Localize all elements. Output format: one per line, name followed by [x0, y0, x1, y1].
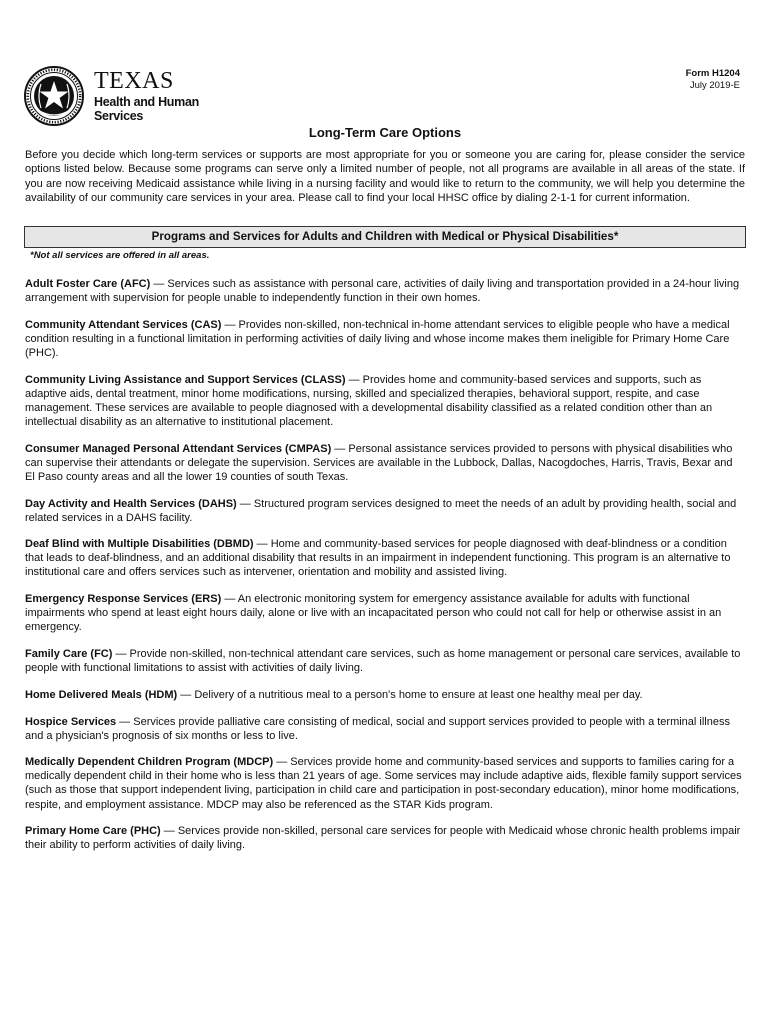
service-item: Medically Dependent Children Program (MDCP) — Services provide home and community-based services and supports to families caring for a medically dependent child in their home who is less than 21 years of age. Some services may include adaptive aids, flexible family support services (such as those that support independent living, participation in child care and participation in post-secondary education), minor home modifications, respite, and employment assistance. MDCP may also be referenced as the STAR Kids program. [25, 756, 742, 811]
service-name: Community Attendant Services (CAS) [25, 318, 222, 331]
service-description: Services such as assistance with personal care, activities of daily living and transportation provided in a 24-hour living arrangement with supervision for people unable to independently function in their own homes. [25, 278, 740, 305]
service-item: Deaf Blind with Multiple Disabilities (DBMD) — Home and community-based services for people diagnosed with deaf-blindness or a condition that leads to deaf-blindness, and an additional disability that results in an impairment in independent functioning. This program is an alternative to institutional care and offers services such as intervener, orientation and mobility and assisted living. [25, 538, 731, 579]
service-description: Structured program services designed to meet the needs of an adult by providing health, social and related services in a DAHS facility. [25, 497, 737, 524]
service-name: Home Delivered Meals (HDM) [25, 688, 178, 701]
agency-name-line-3: Services [94, 109, 144, 123]
service-description: Services provide home and community-based services and supports to families caring for a medically dependent child in their home who is less than 21 years of age. Some services may include adaptive aids, flexible family support services (such as those that support independent living, participation in child care and participation in post-secondary education), minor home modifications, respite, and employment assistance. MDCP may also be referenced as the STAR Kids program. [25, 756, 742, 811]
page-title: Long-Term Care Options [308, 125, 462, 140]
service-description: Provide non-skilled, non-technical attendant care services, such as home management or personal care services, available to people with functional limitations to assist with activities of daily living. [25, 648, 741, 675]
service-description: Services provide palliative care consisting of medical, social and support services provided to people with a terminal illness and a physician's prognosis of six months or less to live. [25, 715, 730, 742]
service-item: Consumer Managed Personal Attendant Services (CMPAS) — Personal assistance services provided to persons with physical disabilities who can supervise their attendants or delegate the supervision. Services are available in the Lubbock, Dallas, Nacogdoches, Harris, Travis, Bexar and El Paso county areas and all the lower 19 counties of south Texas. [25, 442, 733, 483]
service-name: Deaf Blind with Multiple Disabilities (DBMD) [25, 538, 254, 551]
form-identifier [686, 68, 740, 92]
service-item: Adult Foster Care (AFC) — Services such as assistance with personal care, activities of daily living and transportation provided in a 24-hour living arrangement with supervision for people unable to independently function in their own homes. [25, 278, 740, 305]
service-item: Emergency Response Services (ERS) — An electronic monitoring system for emergency assistance available for adults with functional impairments who spend at least eight hours daily, alone or live with an incapacitated person who could not call for help or otherwise assist in an emergency. [25, 593, 722, 634]
form-number: Form H1204 [685, 68, 740, 79]
service-description: Home and community-based services for people diagnosed with deaf-blindness or a condition that leads to deaf-blindness, and an additional disability that results in an impairment in independent functioning. This program is an alternative to institutional care and offers services such as intervener, orientation and mobility and assisted living. [25, 538, 731, 579]
service-item: Day Activity and Health Services (DAHS) — Structured program services designed to meet the needs of an adult by providing health, social and related services in a DAHS facility. [25, 497, 737, 524]
service-item: Community Living Assistance and Support Services (CLASS) — Provides home and community-based services and supports, such as adaptive aids, dental treatment, minor home modifications, nursing, skilled and specialized therapies, behavioral support, respite, and case management. These services are available to people diagnosed with a developmental disability classified as a related condition other than an intellectual disability as an alternative to institutional placement. [25, 373, 713, 428]
service-item: Community Attendant Services (CAS) — Provides non-skilled, non-technical in-home attendant services to eligible people who have a medical condition resulting in a functional limitation in performing activities of daily living and whose income makes them ineligible for Primary Home Care (PHC). [25, 318, 730, 359]
service-name: Family Care (FC) [25, 648, 113, 661]
section-heading: Programs and Services for Adults and Children with Medical or Physical Disabilities* [24, 226, 746, 248]
service-description: An electronic monitoring system for emergency assistance available for adults with functional impairments who spend at least eight hours daily, alone or live with an incapacitated person who could not call for help or otherwise assist in an emergency. [25, 593, 722, 634]
service-name: Consumer Managed Personal Attendant Services (CMPAS) [25, 442, 332, 455]
service-item: Family Care (FC) — Provide non-skilled, non-technical attendant care services, such as home management or personal care services, available to people with functional limitations to assist with activities of daily living. [25, 648, 741, 675]
service-name: Hospice Services [25, 715, 117, 728]
service-name: Emergency Response Services (ERS) [25, 593, 222, 606]
service-item: Hospice Services — Services provide palliative care consisting of medical, social and support services provided to people with a terminal illness and a physician's prognosis of six months or less to live. [25, 715, 730, 742]
service-item: Primary Home Care (PHC) — Services provide non-skilled, personal care services for people with Medicaid whose chronic health problems impair their ability to perform activities of daily living. [25, 825, 741, 852]
hhs-logo [24, 66, 204, 126]
service-description: Provides non-skilled, non-technical in-home attendant services to eligible people who have a medical condition resulting in a functional limitation in performing activities of daily living and whose income makes them ineligible for Primary Home Care (PHC). [25, 318, 730, 359]
section-note: *Not all services are offered in all areas. [30, 250, 210, 261]
service-list [25, 277, 745, 865]
service-description: Personal assistance services provided to persons with physical disabilities who can supervise their attendants or delegate the supervision. Services are available in the Lubbock, Dallas, Nacogdoches, Harris, Travis, Bexar and El Paso county areas and all the lower 19 counties of south Texas. [25, 442, 733, 483]
service-description: Delivery of a nutritious meal to a person's home to ensure at least one healthy meal per day. [194, 688, 643, 701]
service-name: Day Activity and Health Services (DAHS) [25, 497, 237, 510]
service-name: Adult Foster Care (AFC) [25, 278, 151, 290]
service-description: Services provide non-skilled, personal care services for people with Medicaid whose chronic health problems impair their ability to perform activities of daily living. [25, 825, 741, 852]
service-description: Provides home and community-based services and supports, such as adaptive aids, dental treatment, minor home modifications, nursing, skilled and specialized therapies, behavioral support, respite, and case management. These services are available to people diagnosed with a developmental disability classified as a related condition other than an intellectual disability as an alternative to institutional placement. [25, 373, 713, 428]
agency-name-line-2: Health and Human [94, 95, 199, 109]
service-item: Home Delivered Meals (HDM) — Delivery of a nutritious meal to a person's home to ensure at least one healthy meal per day. [25, 688, 643, 701]
texas-seal-icon [24, 66, 86, 126]
agency-name-line-1: TEXAS [94, 68, 174, 94]
service-name: Medically Dependent Children Program (MDCP) [25, 756, 274, 769]
service-name: Community Living Assistance and Support Services (CLASS) [25, 373, 346, 386]
intro-paragraph: Before you decide which long-term services or supports are most appropriate for you or someone you are caring for, please consider the service options listed below. Because some programs can serve only a limited number of people, not all programs are available in all areas of the state. If you are now receiving Medicaid assistance while living in a nursing facility and would like to return to the community, we will help you determine the availability of our community care services in your area. Please call to find your local HHSC office by dialing 2-1-1 for current information. [25, 149, 745, 205]
form-date: July 2019-E [689, 80, 740, 91]
service-name: Primary Home Care (PHC) [25, 825, 161, 838]
